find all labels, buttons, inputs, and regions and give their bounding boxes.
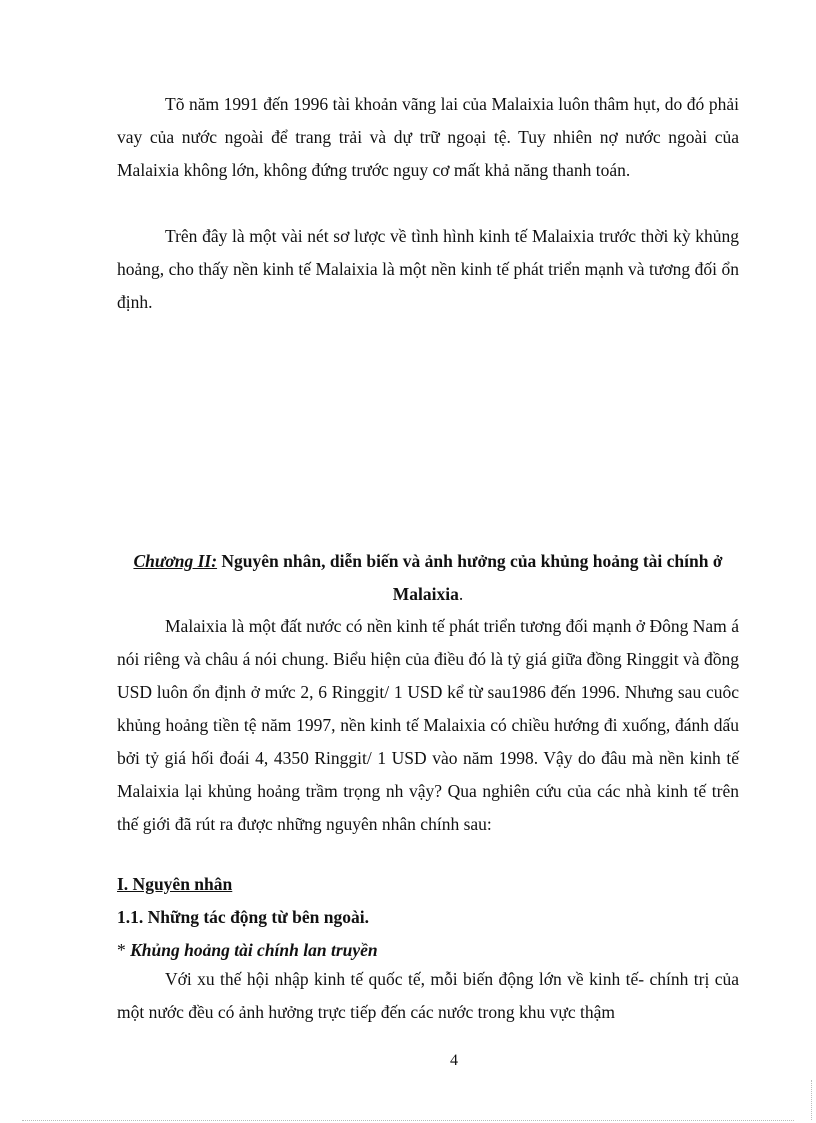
subsection-heading-external: 1.1. Những tác động từ bên ngoài. — [117, 907, 369, 927]
page-border-right — [811, 1080, 812, 1120]
paragraph-integration: Với xu thế hội nhập kinh tế quốc tế, mỗi biến động lớn về kinh tế- chính trị của một nước đều có ảnh hưởng trực tiếp đến các nước trong khu vực thậm — [117, 969, 739, 1022]
paragraph-summary: Trên đây là một vài nét sơ lược về tình hình kinh tế Malaixia trước thời kỳ khủng hoảng, cho thấy nền kinh tế Malaixia là một nền kinh tế phát triển mạnh và tương đối ổn định. — [117, 226, 739, 312]
chapter-heading — [117, 545, 739, 611]
page-number: 4 — [450, 1052, 458, 1069]
chapter-label: Chương II: — [133, 551, 218, 571]
page-border-bottom — [22, 1120, 794, 1121]
chapter-title-period: . — [458, 584, 464, 604]
paragraph-current-account: Tõ năm 1991 đến 1996 tài khoản vãng lai của Malaixia luôn thâm hụt, do đó phải vay của nước ngoài để trang trải và dự trữ ngoại tệ. Tuy nhiên nợ nước ngoài của Malaixia không lớn, không đứng trước nguy cơ mất khả năng thanh toán. — [117, 94, 739, 180]
section-heading-causes: I. Nguyên nhân — [117, 874, 233, 894]
chapter-title: Nguyên nhân, diễn biến và ảnh hưởng của khủng hoảng tài chính ở Malaixia — [217, 551, 723, 604]
bullet-title: Khủng hoảng tài chính lan truyền — [130, 940, 378, 960]
paragraph-malaixia-intro: Malaixia là một đất nước có nền kinh tế phát triển tương đối mạnh ở Đông Nam á nói riêng và châu á nói chung. Biểu hiện của điều đó là tỷ giá giữa đồng Ringgit và đồng USD luôn ổn định ở mức 2, 6 Ringgit/ 1 USD kể từ sau1986 đến 1996. Nhưng sau cuôc khủng hoảng tiền tệ năm 1997, nền kinh tế Malaixia có chiều hướng đi xuống, đánh dấu bởi tỷ giá hối đoái 4, 4350 Ringgit/ 1 USD vào năm 1998. Vậy do đâu mà nền kinh tế Malaixia lại khủng hoảng trầm trọng nh vậy? Qua nghiên cứu của các nhà kinh tế trên thế giới đã rút ra được những nguyên nhân chính sau: — [117, 616, 739, 834]
bullet-mark: * — [117, 940, 131, 960]
